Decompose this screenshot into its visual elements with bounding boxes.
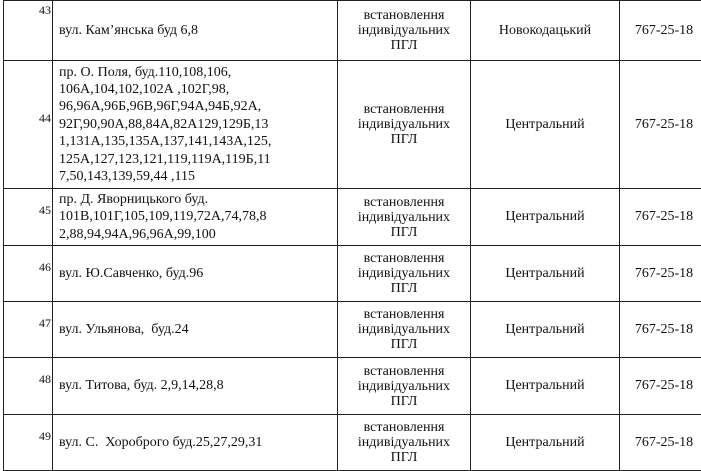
work-type-line: ПГЛ (338, 132, 470, 147)
work-type-line: встановлення (338, 195, 470, 210)
table-row (4, 246, 701, 302)
address-cell (53, 246, 338, 302)
work-type-line: ПГЛ (338, 394, 470, 409)
district-cell: Центральний (471, 189, 620, 246)
work-type-line: встановлення (338, 364, 470, 379)
phone-cell: 767-25-18 (620, 415, 701, 471)
table-row (4, 61, 701, 189)
address-line: 92Г,90,90А,88,84А,82А129,129Б,13 (59, 116, 337, 133)
work-type-line: ПГЛ (338, 450, 470, 465)
address-line: 7,50,143,139,59,44 ,115 (59, 168, 337, 185)
work-type-cell (338, 415, 471, 471)
row-number: 49 (39, 429, 51, 444)
phone-cell: 767-25-18 (620, 61, 701, 189)
phone-cell: 767-25-18 (620, 302, 701, 358)
work-type-line: індивідуальних (338, 379, 470, 394)
row-number-cell (4, 358, 53, 415)
row-number-cell (4, 302, 53, 358)
address-line: пр. Д. Яворницького буд. (59, 191, 337, 208)
district-cell: Центральний (471, 246, 620, 302)
address-cell (53, 415, 338, 471)
district-cell: Центральний (471, 358, 620, 415)
row-number: 45 (39, 203, 51, 218)
work-type-cell (338, 246, 471, 302)
address-line: 2,88,94,94А,96,96А,99,100 (59, 226, 337, 243)
work-type-cell (338, 1, 471, 61)
address-line: пр. О. Поля, буд.110,108,106, (59, 64, 337, 81)
row-number-cell (4, 189, 53, 246)
row-number-cell (4, 1, 53, 61)
work-type-cell (338, 189, 471, 246)
address-cell (53, 358, 338, 415)
row-number: 44 (39, 111, 51, 126)
address-line: вул. Ульянова, буд.24 (59, 321, 337, 338)
work-schedule-table (3, 0, 701, 471)
address-cell (53, 61, 338, 189)
row-number-cell (4, 415, 53, 471)
phone-cell: 767-25-18 (620, 246, 701, 302)
district-cell: Центральний (471, 415, 620, 471)
address-line: 1,131А,135,135А,137,141,143А,125, (59, 133, 337, 150)
work-type-line: ПГЛ (338, 337, 470, 352)
row-number: 43 (39, 3, 51, 18)
phone-cell: 767-25-18 (620, 189, 701, 246)
row-number: 48 (39, 372, 51, 387)
district-cell: Новокодацький (471, 1, 620, 61)
work-type-cell (338, 61, 471, 189)
phone-cell: 767-25-18 (620, 358, 701, 415)
table-row (4, 415, 701, 471)
address-line: 101В,101Г,105,109,119,72А,74,78,8 (59, 208, 337, 225)
address-line: 96,96А,96Б,96В,96Г,94А,94Б,92А, (59, 98, 337, 115)
work-type-line: індивідуальних (338, 210, 470, 225)
address-line: 125А,127,123,121,119,119А,119Б,11 (59, 151, 337, 168)
work-type-line: індивідуальних (338, 117, 470, 132)
table-row (4, 189, 701, 246)
table-row (4, 302, 701, 358)
row-number: 46 (39, 260, 51, 275)
table-row (4, 1, 701, 61)
work-type-line: встановлення (338, 102, 470, 117)
work-type-line: індивідуальних (338, 266, 470, 281)
address-cell (53, 302, 338, 358)
address-line: вул. Кам’янська буд 6,8 (59, 22, 337, 39)
work-type-line: індивідуальних (338, 23, 470, 38)
work-type-line: ПГЛ (338, 225, 470, 240)
address-line: вул. Титова, буд. 2,9,14,28,8 (59, 377, 337, 394)
address-line: 106А,104,102,102А ,102Г,98, (59, 81, 337, 98)
work-type-line: ПГЛ (338, 281, 470, 296)
row-number-cell (4, 246, 53, 302)
work-type-cell (338, 358, 471, 415)
row-number: 47 (39, 316, 51, 331)
work-type-line: ПГЛ (338, 38, 470, 53)
work-type-line: встановлення (338, 251, 470, 266)
work-type-line: індивідуальних (338, 435, 470, 450)
district-cell: Центральний (471, 61, 620, 189)
address-cell (53, 1, 338, 61)
row-number-cell (4, 61, 53, 189)
work-type-cell (338, 302, 471, 358)
work-type-line: індивідуальних (338, 322, 470, 337)
address-cell (53, 189, 338, 246)
work-type-line: встановлення (338, 8, 470, 23)
work-type-line: встановлення (338, 420, 470, 435)
work-type-line: встановлення (338, 307, 470, 322)
table-row (4, 358, 701, 415)
phone-cell: 767-25-18 (620, 1, 701, 61)
address-line: вул. С. Хороброго буд.25,27,29,31 (59, 434, 337, 451)
district-cell: Центральний (471, 302, 620, 358)
address-line: вул. Ю.Савченко, буд.96 (59, 265, 337, 282)
